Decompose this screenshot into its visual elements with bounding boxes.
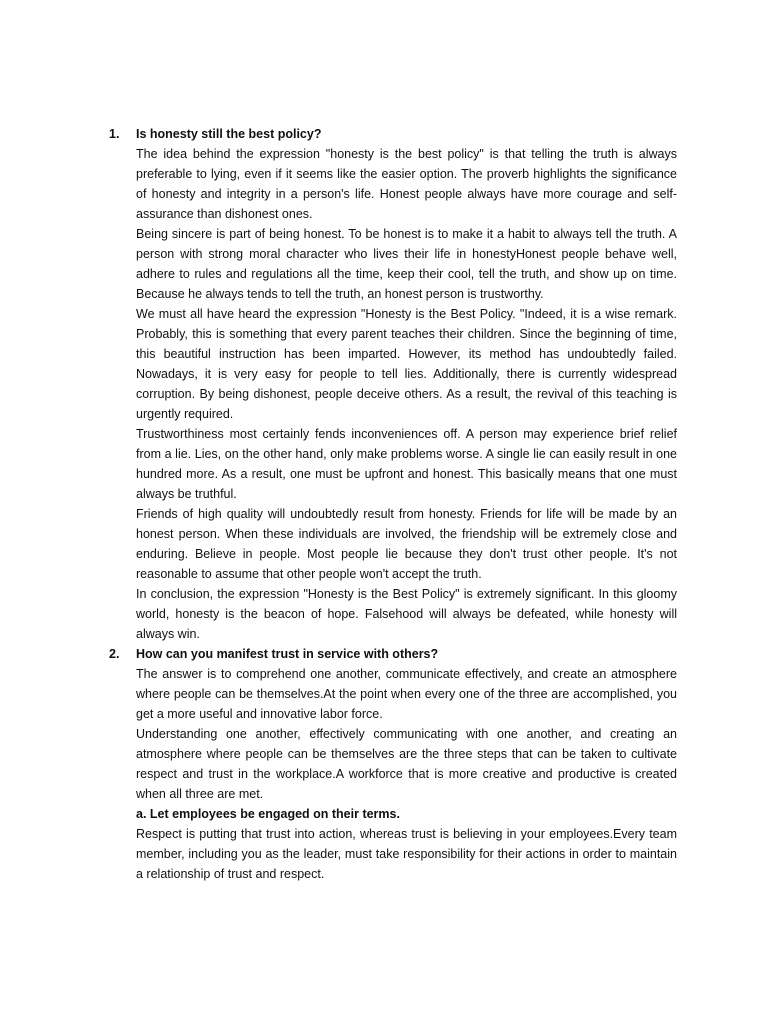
document-content: [109, 124, 677, 884]
paragraph: Respect is putting that trust into action, whereas trust is believing in your employees.Every team member, including you as the leader, must take responsibility for their actions in order to maintain a relationship of trust and respect.: [136, 827, 677, 881]
subheading: a. Let employees be engaged on their terms.: [136, 807, 400, 821]
question-number: 2.: [109, 647, 120, 661]
question-1: [109, 124, 677, 644]
question-2: [109, 644, 677, 884]
paragraph: We must all have heard the expression "Honesty is the Best Policy. "Indeed, it is a wise remark. Probably, this is something that every parent teaches their children. Since the beginning of time, this beautiful instruction has been imparted. However, its method has undoubtedly failed. Nowadays, it is very easy for people to tell lies. Additionally, there is currently widespread corruption. By being dishonest, people deceive others. As a result, the revival of this teaching is urgently required.: [136, 307, 677, 421]
question-title: How can you manifest trust in service with others?: [136, 647, 439, 661]
paragraph: Trustworthiness most certainly fends inconveniences off. A person may experience brief relief from a lie. Lies, on the other hand, only make problems worse. A single lie can easily result in one hundred more. As a result, one must be upfront and honest. This basically means that one must always be truthful.: [136, 427, 677, 501]
paragraph: The idea behind the expression "honesty is the best policy" is that telling the truth is always preferable to lying, even if it seems like the easier option. The proverb highlights the significance of honesty and integrity in a person's life. Honest people always have more courage and self-assurance than dishonest ones.: [136, 147, 677, 221]
paragraph: Understanding one another, effectively communicating with one another, and creating an atmosphere where people can be themselves are the three steps that can be taken to cultivate respect and trust in the workplace.A workforce that is more creative and productive is created when all three are met.: [136, 727, 677, 801]
paragraph: The answer is to comprehend one another, communicate effectively, and create an atmosphere where people can be themselves.At the point when every one of the three are accomplished, you get a more useful and innovative labor force.: [136, 667, 677, 721]
question-number: 1.: [109, 127, 120, 141]
question-title: Is honesty still the best policy?: [136, 127, 322, 141]
paragraph: Friends of high quality will undoubtedly result from honesty. Friends for life will be made by an honest person. When these individuals are involved, the friendship will be extremely close and enduring. Believe in people. Most people lie because they don't trust other people. It's not reasonable to assume that other people won't accept the truth.: [136, 507, 677, 581]
paragraph: In conclusion, the expression "Honesty is the Best Policy" is extremely significant. In this gloomy world, honesty is the beacon of hope. Falsehood will always be defeated, while honesty will always win.: [136, 587, 677, 641]
paragraph: Being sincere is part of being honest. To be honest is to make it a habit to always tell the truth. A person with strong moral character who lives their life in honestyHonest people behave well, adhere to rules and regulations all the time, keep their cool, tell the truth, and show up on time. Because he always tends to tell the truth, an honest person is trustworthy.: [136, 227, 677, 301]
